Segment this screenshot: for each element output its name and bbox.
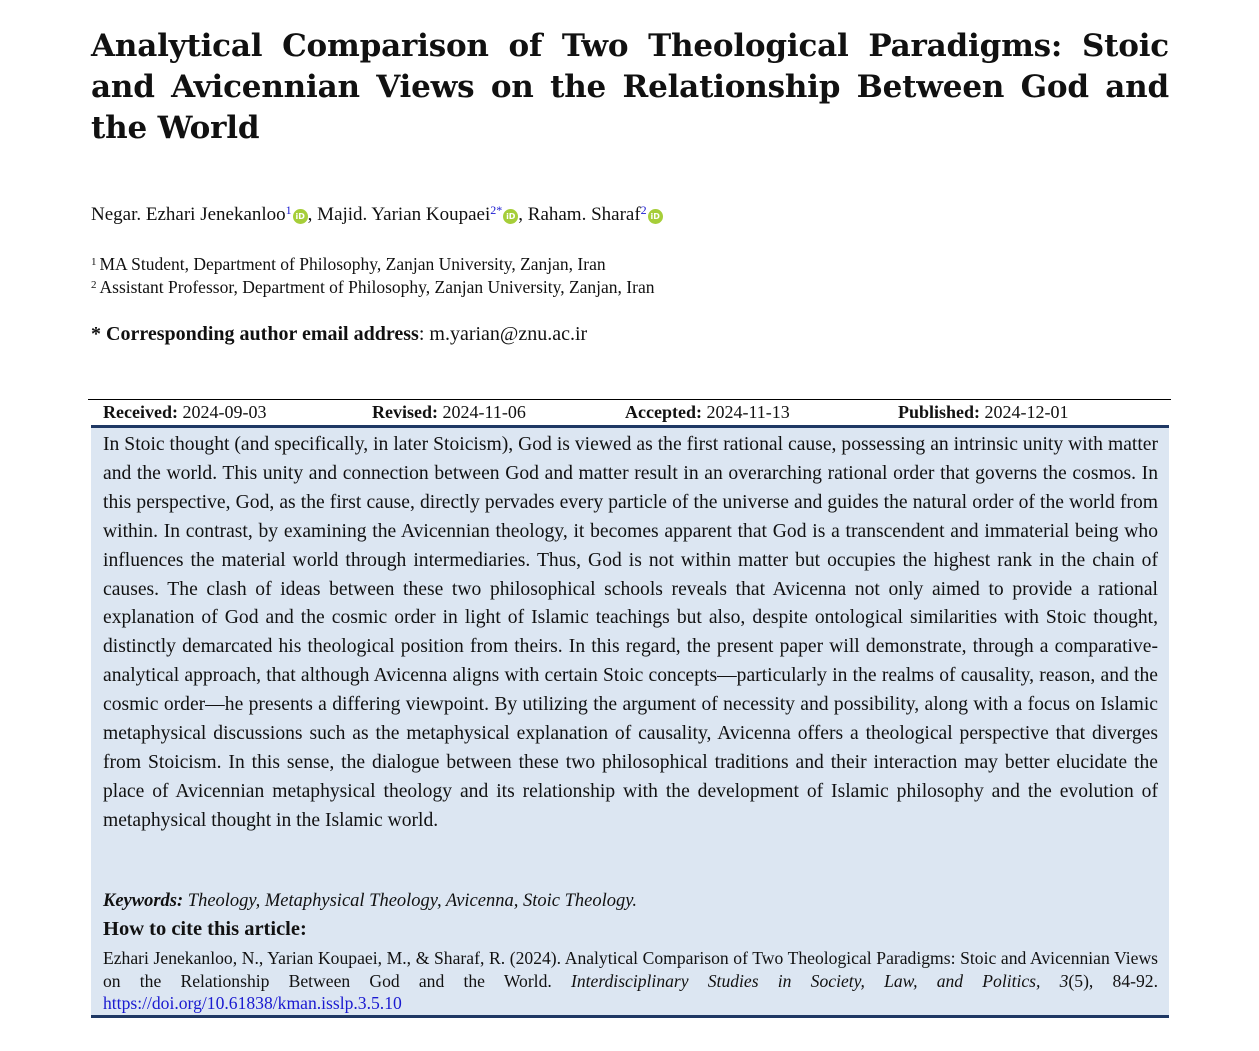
author-separator: , (307, 204, 318, 225)
affiliation-text: Assistant Professor, Department of Philosophy, Zanjan University, Zanjan, Iran (99, 277, 655, 297)
date-accepted (625, 402, 790, 423)
date-value: 2024-11-13 (706, 402, 790, 422)
author-separator: , (518, 204, 528, 225)
orcid-icon[interactable]: iD (648, 209, 663, 224)
date-received (103, 402, 266, 423)
date-label: Accepted: (625, 402, 702, 422)
corresponding-email[interactable]: m.yarian@znu.ac.ir (429, 323, 588, 345)
date-revised (372, 402, 526, 423)
publication-dates (88, 399, 1171, 426)
affiliation-1 (91, 254, 606, 275)
author-list (91, 203, 663, 226)
affiliation-text: MA Student, Department of Philosophy, Zanjan University, Zanjan, Iran (99, 254, 606, 274)
doi-link[interactable]: https://doi.org/10.61838/kman.isslp.3.5.10 (103, 993, 402, 1013)
date-value: 2024-12-01 (984, 402, 1069, 422)
corresponding-separator: : (418, 323, 430, 345)
author-name: Majid. Yarian Koupaei (317, 204, 491, 225)
date-label: Published: (898, 402, 981, 422)
date-label: Revised: (372, 402, 438, 422)
author-name: Raham. Sharaf (527, 204, 641, 225)
author-name: Negar. Ezhari Jenekanloo (91, 204, 286, 225)
abstract-box (91, 425, 1169, 1018)
author-affil-number: 1 (285, 203, 292, 217)
affiliation-number: 2 (91, 279, 97, 291)
citation-text: Ezhari Jenekanloo, N., Yarian Koupaei, M., & Sharaf, R. (2024). Analytical Comparison of Two Theological Paradigms: Stoic and Avicennian Views on the Relationship Between God and the World. (103, 948, 1158, 991)
author-affil-number: 2* (490, 203, 503, 217)
keywords-label: Keywords: (103, 891, 184, 911)
affiliation-number: 1 (91, 256, 97, 268)
cite-heading: How to cite this article: (103, 918, 307, 940)
date-value: 2024-11-06 (442, 402, 526, 422)
keywords (103, 891, 637, 912)
author-affil-number: 2 (640, 203, 647, 217)
orcid-icon[interactable]: iD (503, 209, 518, 224)
date-value: 2024-09-03 (182, 402, 267, 422)
keywords-text: Theology, Metaphysical Theology, Avicenna, Stoic Theology. (183, 891, 638, 911)
date-published (898, 402, 1069, 423)
corresponding-label: * Corresponding author email address (91, 323, 419, 345)
corresponding-author (91, 323, 587, 346)
orcid-icon[interactable]: iD (293, 209, 308, 224)
citation (103, 947, 1158, 1015)
affiliation-2 (91, 277, 654, 298)
paper-title: Analytical Comparison of Two Theological Paradigms: Stoic and Avicennian Views on the Relationship Between God and the World (91, 28, 1169, 146)
citation-issue: (5), 84-92. (1068, 970, 1158, 991)
citation-journal: Interdisciplinary Studies in Society, Law, and Politics, 3 (570, 970, 1069, 991)
date-label: Received: (103, 402, 178, 422)
abstract-text: In Stoic thought (and specifically, in later Stoicism), God is viewed as the first rational cause, possessing an intrinsic unity with matter and the world. This unity and connection between God and matter result in an overarching rational order that governs the cosmos. In this perspective, God, as the first cause, directly pervades every particle of the universe and guides the natural order of the world from within. In contrast, by examining the Avicennian theology, it becomes apparent that God is a transcendent and immaterial being who influences the material world through intermediaries. Thus, God is not within matter but occupies the highest rank in the chain of causes. The clash of ideas between these two philosophical schools reveals that Avicenna not only aimed to provide a rational explanation of God and the cosmic order in light of Islamic teachings but also, despite ontological similarities with Stoic thought, distinctly demarcated his theological position from theirs. In this regard, the present paper will demonstrate, through a comparative-analytical approach, that although Avicenna aligns with certain Stoic concepts—particularly in the realms of causality, reason, and the cosmic order—he presents a differing viewpoint. By utilizing the argument of necessity and possibility, along with a focus on Islamic metaphysical discussions such as the metaphysical explanation of causality, Avicenna offers a theological perspective that diverges from Stoicism. In this sense, the dialogue between these two philosophical traditions and their interaction may better elucidate the place of Avicennian metaphysical theology and its relationship with the development of Islamic philosophy and the evolution of metaphysical thought in the Islamic world. (103, 434, 1158, 831)
